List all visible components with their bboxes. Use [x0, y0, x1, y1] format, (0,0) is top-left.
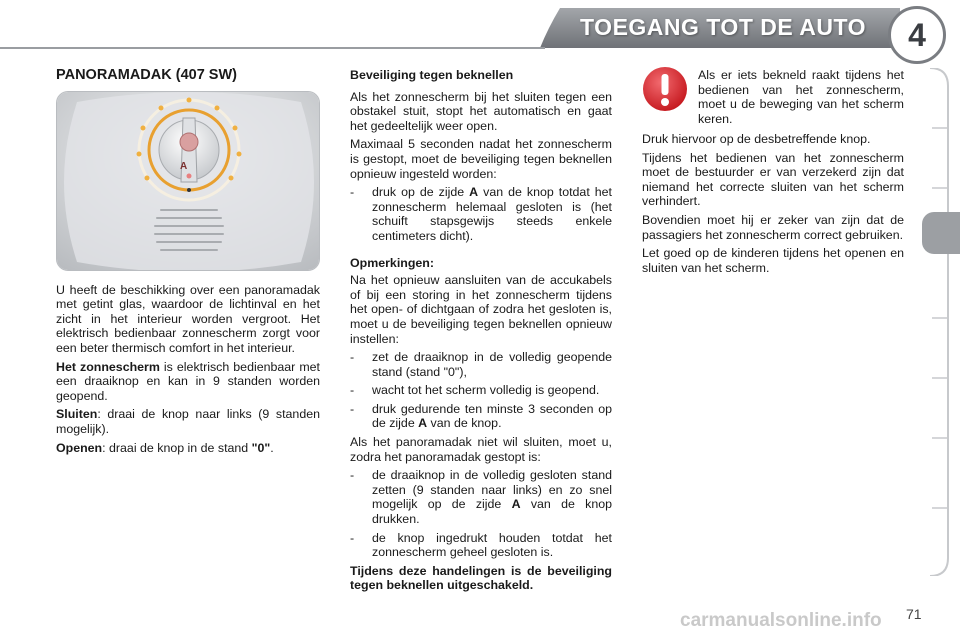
list-text: de draaiknop in de volledig gesloten stand zetten (9 standen naar links) en zo snel mogelijk op de zijde A van de knop drukken. [372, 468, 612, 527]
remarks-heading: Opmerkingen: [350, 255, 434, 270]
reset-paragraph: Maximaal 5 seconden nadat het zonnescherm is gestopt, moet de beveiliging tegen beknellen opnieuw ingesteld worden: [350, 137, 612, 181]
figure-label-a: A [180, 161, 188, 172]
list-dash: - [350, 185, 355, 200]
anti-pinch-paragraph: Als het zonnescherm bij het sluiten tegen een obstakel stuit, stopt het automatisch en gaat het gedeeltelijk weer open. [350, 89, 612, 133]
list-text: wacht tot het scherm volledig is geopend. [372, 383, 600, 398]
list-text: druk gedurende ten minste 3 seconden op de zijde A van de knop. [372, 401, 612, 431]
column-right [642, 62, 904, 279]
list-dash: - [350, 401, 355, 416]
warning-text: Als er iets bekneld raakt tijdens het bedienen van het zonnescherm, moet u de beweging van het scherm keren. [698, 68, 904, 126]
close-term: Sluiten [56, 407, 98, 422]
list-dash: - [350, 530, 355, 545]
chapter-number-badge: 4 [888, 6, 946, 64]
children-paragraph: Let goed op de kinderen tijdens het openen en sluiten van het scherm. [642, 246, 904, 275]
list-item [350, 531, 612, 560]
close-text: : draai de knop naar links (9 standen mogelijk). [56, 407, 320, 436]
warning-exclamation-icon [642, 66, 688, 112]
list-dash: - [350, 383, 355, 398]
intro-paragraph: U heeft de beschikking over een panoramadak met getint glas, waardoor de lichtinval en het zicht in het interieur worden vergroot. Het elektrisch bedienbaar zonnescherm zorgt voor een beter thermisch comfort in het interieur. [56, 282, 320, 355]
chapter-title: TOEGANG TOT DE AUTO [580, 14, 866, 40]
sunscreen-paragraph [56, 360, 320, 404]
chapter-tab-active [922, 212, 960, 254]
knob-illustration [57, 92, 320, 271]
open-paragraph [56, 441, 320, 456]
roof-control-figure [56, 91, 320, 271]
list-item [350, 383, 612, 398]
list-item [350, 350, 612, 379]
list-item [350, 402, 612, 431]
list-dash: - [350, 350, 355, 365]
open-text: : draai de knop in de stand [102, 440, 252, 455]
page-number: 71 [906, 606, 922, 622]
watermark: carmanualsonline.info [680, 610, 882, 631]
column-left [56, 62, 320, 459]
open-position-value: "0" [251, 440, 271, 455]
list-item [350, 468, 612, 526]
disabled-note: Tijdens deze handelingen is de beveiliging tegen beknellen uitgeschakeld. [350, 563, 612, 593]
sunscreen-term: Het zonnescherm [56, 359, 160, 374]
chapter-tab-rail [928, 68, 950, 576]
section-title: PANORAMADAK (407 SW) [56, 67, 237, 83]
column-middle [350, 62, 612, 597]
list-text: de knop ingedrukt houden totdat het zonnescherm geheel gesloten is. [372, 530, 612, 560]
open-term: Openen [56, 440, 103, 455]
list-text: druk op de zijde A van de knop totdat het zonnescherm helemaal gesloten is (het schuift stapsgewijs steeds enkele centimeters dicht). [372, 185, 612, 243]
warning-block [642, 62, 904, 132]
passengers-paragraph: Bovendien moet hij er zeker van zijn dat de passagiers het zonnescherm correct gebruiken. [642, 212, 904, 242]
list-item [350, 185, 612, 243]
anti-pinch-heading: Beveiliging tegen beknellen [350, 68, 514, 82]
list-text: zet de draaiknop in de volledig geopende stand (stand "0"), [372, 350, 612, 379]
open-end: . [270, 440, 274, 455]
close-paragraph [56, 407, 320, 436]
press-button-paragraph: Druk hiervoor op de desbetreffende knop. [642, 132, 871, 146]
sunscreen-text: is elektrisch bedienbaar met een draaiknop en kan in 9 standen worden geopend. [56, 359, 320, 403]
list-dash: - [350, 468, 355, 483]
not-closing-paragraph: Als het panoramadak niet wil sluiten, moet u, zodra het panoramadak gestopt is: [350, 435, 612, 464]
remarks-paragraph: Na het opnieuw aansluiten van de accukabels of bij een storing in het zonnescherm tijdens het open- of dichtgaan of zodra het gesloten is, moet u de beveiliging tegen beknellen opnieuw instellen: [350, 273, 612, 346]
driver-paragraph: Tijdens het bedienen van het zonnescherm moet de bestuurder er van verzekerd zijn dat niemand het correcte sluiten van het scherm verhindert. [642, 150, 904, 209]
